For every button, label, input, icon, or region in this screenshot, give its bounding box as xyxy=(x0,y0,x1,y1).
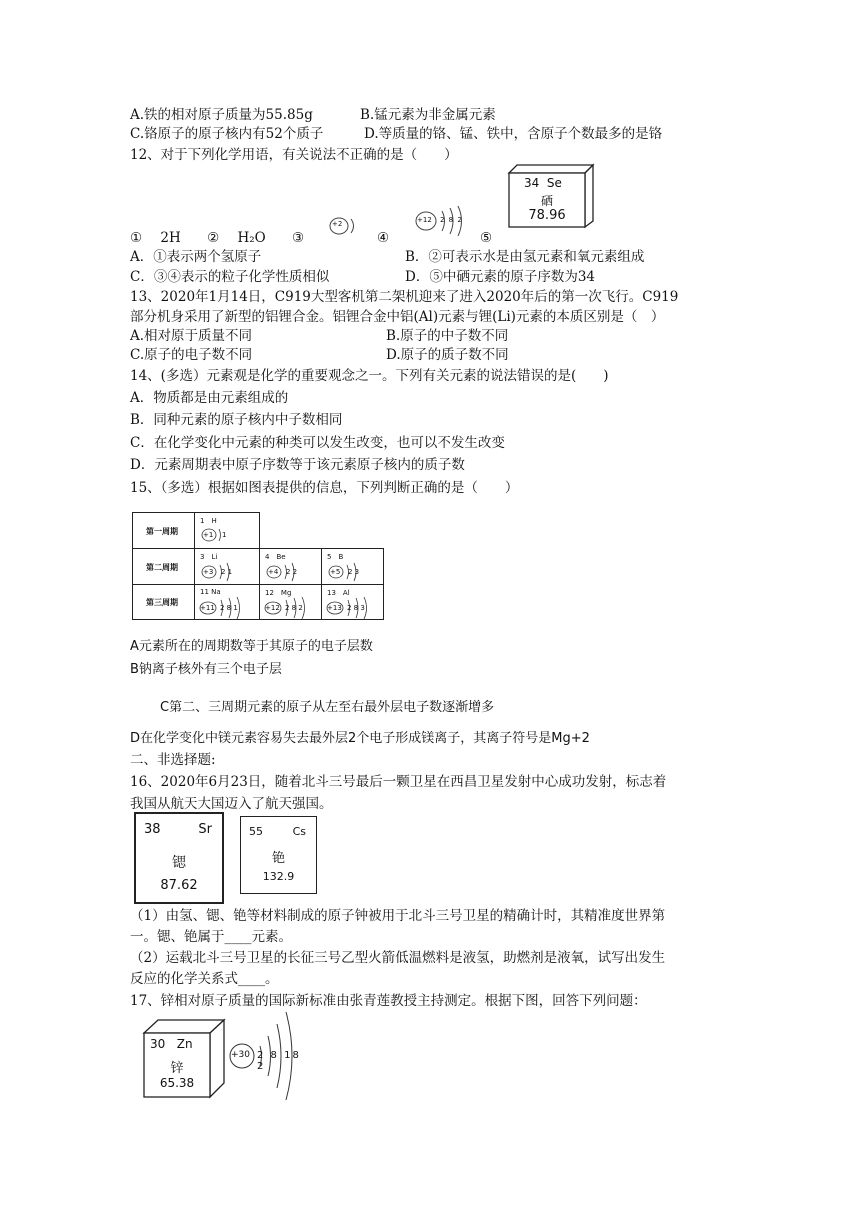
cell-h xyxy=(194,512,260,549)
cs-name: 铯 xyxy=(271,851,285,866)
zn-shells: 2 8 18 2 xyxy=(257,1050,301,1072)
zn-name: 锌 xyxy=(170,1061,184,1076)
item4-mark: ④ xyxy=(377,230,390,246)
q15-option-c: C第二、三周期元素的原子从左至右最外层电子数逐渐增多 xyxy=(160,700,495,715)
q16-sub2-line2: 反应的化学关系式____。 xyxy=(130,971,279,987)
mg-shells: 2 8 2 xyxy=(285,604,303,612)
q11-option-b: B.锰元素为非金属元素 xyxy=(360,107,496,123)
se-mass: 78.96 xyxy=(528,208,566,223)
zn-mass: 65.38 xyxy=(159,1076,195,1090)
be-shells: 2 2 xyxy=(286,568,298,576)
se-name: 硒 xyxy=(540,194,553,208)
q14-option-b: B．同种元素的原子核内中子数相同 xyxy=(130,412,343,428)
b-label: 5 B xyxy=(327,553,344,561)
q12-option-a: A．①表示两个氢原子 xyxy=(130,249,262,265)
sr-mass: 87.62 xyxy=(160,878,198,893)
mg-label: 12 Mg xyxy=(265,589,292,597)
q16-line1: 16、2020年6月23日，随着北斗三号最后一颗卫星在西昌卫星发射中心成功发射，标志着 xyxy=(130,774,667,790)
ion-structure-diagram-3 xyxy=(326,213,366,243)
cell-mg xyxy=(259,584,322,620)
q15-option-d: D在化学变化中镁元素容易失去最外层2个电子形成镁离子，其离子符号是Mg+2 xyxy=(130,731,590,746)
cesium-element-tile xyxy=(240,816,317,894)
cell-be xyxy=(259,548,322,585)
periodic-table-figure xyxy=(132,512,384,620)
al-nucleus: +13 xyxy=(327,604,342,612)
q15-option-a: A元素所在的周期数等于其原子的电子层数 xyxy=(130,639,373,654)
cs-mass: 132.9 xyxy=(262,870,295,883)
zn-symbol: Zn xyxy=(176,1037,193,1051)
ion3-nucleus: +2 xyxy=(332,220,343,228)
q14-option-d: D．元素周期表中原子序数等于该元素原子核内的质子数 xyxy=(130,457,465,473)
li-nucleus: +3 xyxy=(203,568,214,576)
h-nucleus: +1 xyxy=(203,531,214,539)
ion-shell-icon xyxy=(326,213,366,243)
cell-na xyxy=(194,584,260,620)
q11-option-c: C.铬原子的原子核内有52个质子 xyxy=(130,126,324,142)
li-shells: 2 1 xyxy=(221,568,233,576)
q16-sub1-line2: 一。锶、铯属于____元素。 xyxy=(130,929,292,945)
item1-mark: ① xyxy=(130,230,143,246)
q11-option-a: A.铁的相对原子质量为55.85g xyxy=(130,107,313,123)
q15-option-b: B钠离子核外有三个电子层 xyxy=(130,662,282,677)
item3-mark: ③ xyxy=(292,230,305,246)
na-label: 11 Na xyxy=(200,588,221,596)
cs-atomic-number: 55 xyxy=(249,825,263,838)
mg-nucleus: +12 xyxy=(265,604,280,612)
section-heading-nonchoice: 二、非选择题: xyxy=(130,752,216,768)
be-nucleus: +4 xyxy=(268,568,279,576)
row-label-period-3: 第三周期 xyxy=(146,598,178,607)
cell-li xyxy=(194,548,260,585)
b-nucleus: +5 xyxy=(330,568,341,576)
q12-option-c: C．③④表示的粒子化学性质相似 xyxy=(130,269,330,285)
item2-mark: ② xyxy=(207,230,220,246)
sr-symbol: Sr xyxy=(198,822,212,837)
q13-option-d: D.原子的质子数不同 xyxy=(386,347,509,363)
al-shells: 2 8 3 xyxy=(347,604,365,612)
item5-mark: ⑤ xyxy=(480,230,493,246)
q13-option-a: A.相对原于质量不同 xyxy=(130,328,253,344)
h-label: 1 H xyxy=(200,517,217,525)
zinc-element-tile xyxy=(140,1017,226,1099)
q13-option-b: B.原子的中子数不同 xyxy=(386,328,509,344)
atom-structure-diagram-4 xyxy=(412,203,476,239)
q15-stem: 15、（多选）根据如图表提供的信息，下列判断正确的是（ ） xyxy=(130,480,519,496)
q12-items-row xyxy=(130,229,304,247)
na-nucleus: +11 xyxy=(200,604,215,612)
q14-stem: 14、(多选）元素观是化学的重要观念之一。下列有关元素的说法错误的是( ) xyxy=(130,368,609,384)
cell-b xyxy=(321,548,384,585)
atom4-shells: 2 8 2 xyxy=(440,216,463,224)
q12-option-d: D．⑤中硒元素的原子序数为34 xyxy=(405,269,596,285)
se-symbol: Se xyxy=(546,176,562,190)
al-label: 13 Al xyxy=(327,589,350,597)
q13-line1: 13、2020年1月14日，C919大型客机第二架机迎来了进入2020年后的第一次飞行。C919 xyxy=(130,289,679,305)
q17-stem: 17、锌相对原子质量的国际新标准由张青莲教授主持测定。根据下图，回答下列问题： xyxy=(130,993,647,1009)
atom4-nucleus: +12 xyxy=(417,216,432,224)
zinc-atom-structure-diagram xyxy=(228,1006,308,1106)
zn-atomic-number: 30 xyxy=(150,1037,166,1051)
sr-name: 锶 xyxy=(172,855,186,871)
q16-sub1-line1: （1）由氢、锶、铯等材料制成的原子钟被用于北斗三号卫星的精确计时，其精准度世界第 xyxy=(130,908,666,924)
row-label-period-1: 第一周期 xyxy=(146,527,178,536)
strontium-element-tile xyxy=(134,812,224,904)
se-atomic-number: 34 xyxy=(524,176,540,190)
li-label: 3 Li xyxy=(200,553,218,561)
cell-al xyxy=(321,584,384,620)
be-label: 4 Be xyxy=(265,553,286,561)
h-shells: 1 xyxy=(222,531,227,539)
q14-option-a: A．物质都是由元素组成的 xyxy=(130,390,289,406)
zn-nucleus: +30 xyxy=(231,1050,250,1060)
q14-option-c: C．在化学变化中元素的种类可以发生改变，也可以不发生改变 xyxy=(130,435,505,451)
b-shells: 2 3 xyxy=(348,568,360,576)
item2-h2o: H₂O xyxy=(237,230,266,246)
cs-symbol: Cs xyxy=(292,825,306,838)
q11-option-d: D.等质量的铬、锰、铁中，含原子个数最多的是铬 xyxy=(364,126,663,142)
q12-option-b: B．②可表示水是由氢元素和氧元素组成 xyxy=(405,249,645,265)
na-shells: 2 8 1 xyxy=(220,604,238,612)
q16-line2: 我国从航天大国迈入了航天强国。 xyxy=(130,796,333,812)
sr-atomic-number: 38 xyxy=(144,822,161,837)
item1-2h: 2H xyxy=(160,230,181,246)
q13-option-c: C.原子的电子数不同 xyxy=(130,347,253,363)
q13-line2: 部分机身采用了新型的铝锂合金。铝锂合金中铝(Al)元素与锂(Li)元素的本质区别是（ ） xyxy=(130,309,665,325)
selenium-element-tile xyxy=(505,163,597,229)
row-label-period-2: 第二周期 xyxy=(146,563,178,572)
q16-sub2-line1: （2）运载北斗三号卫星的长征三号乙型火箭低温燃料是液氢，助燃剂是液氧，试写出发生 xyxy=(130,950,666,966)
q12-stem: 12、对于下列化学用语，有关说法不正确的是（ ） xyxy=(130,147,458,163)
